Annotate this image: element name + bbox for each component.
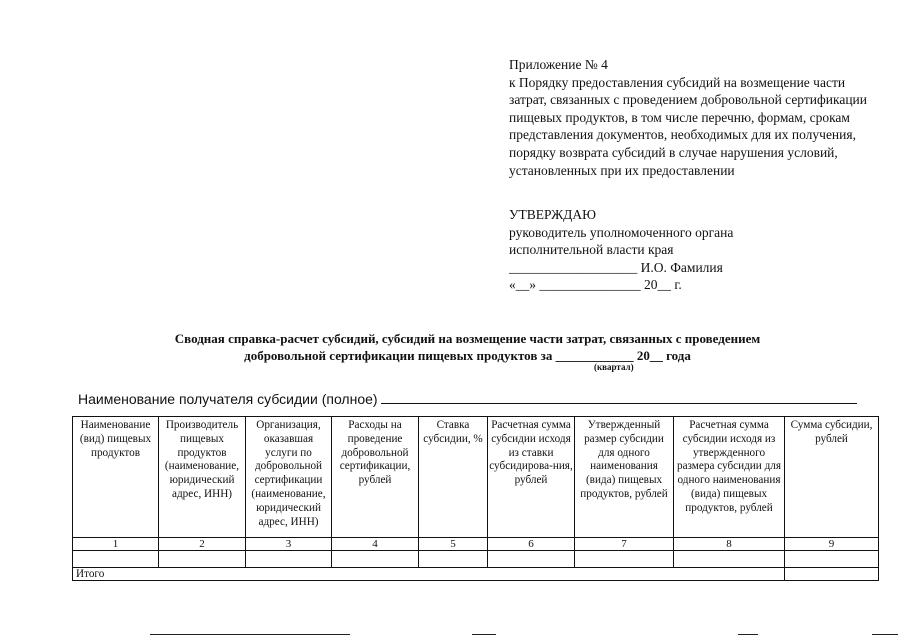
total-row [73, 568, 879, 581]
recipient-row [78, 391, 857, 407]
approval-block [509, 206, 881, 294]
column-number: 6 [488, 538, 575, 551]
recipient-label: Наименование получателя субсидии (полное) [78, 391, 378, 407]
table-cell [332, 551, 419, 568]
table-cell [575, 551, 674, 568]
table-cell [674, 551, 785, 568]
approval-line-2: исполнительной власти края [509, 242, 674, 258]
column-number: 2 [159, 538, 246, 551]
table-cell [73, 551, 159, 568]
header-cell: Расчетная сумма субсидии исходя из ставки субсидирова-ния, рублей [488, 417, 575, 538]
header-cell: Утвержденный размер субсидии для одного наименования (вида) пищевых продуктов, рублей [575, 417, 674, 538]
footer-rule [472, 634, 496, 635]
header-cell: Организация, оказавшая услуги по добровольной сертификации (наименование, юридический адрес, ИНН) [246, 417, 332, 538]
column-number: 4 [332, 538, 419, 551]
total-label: Итого [73, 568, 785, 581]
footer-rule [738, 634, 758, 635]
appendix-block [509, 56, 881, 179]
column-number: 9 [785, 538, 879, 551]
column-number: 8 [674, 538, 785, 551]
header-cell: Наименование (вид) пищевых продуктов [73, 417, 159, 538]
column-number: 7 [575, 538, 674, 551]
signature-line: ___________________ И.О. Фамилия [509, 259, 723, 275]
table-cell [159, 551, 246, 568]
period-note: (квартал) [594, 362, 634, 372]
approval-heading: УТВЕРЖДАЮ [509, 207, 597, 222]
header-cell: Расчетная сумма субсидии исходя из утвержденного размера субсидии для одного наименования (вида) пищевых продуктов, рублей [674, 417, 785, 538]
date-line: «__» _______________ 20__ г. [509, 277, 682, 293]
footer-rule [150, 634, 350, 635]
approval-line-1: руководитель уполномоченного органа [509, 224, 734, 240]
column-number: 5 [419, 538, 488, 551]
column-number-row [73, 538, 879, 551]
appendix-title: Приложение № 4 [509, 57, 608, 72]
table-header-row [73, 417, 879, 538]
appendix-text: к Порядку предоставления субсидий на возмещение части затрат, связанных с проведением добровольной сертификации пищевых продуктов, в том числе перечню, формам, срокам представления документов, необходимых для их получения, порядку возврата субсидий в случае нарушения условий, установленных при их предоставлении [509, 74, 868, 178]
footer-rule [872, 634, 898, 635]
header-cell: Сумма субсидии, рублей [785, 417, 879, 538]
document-title [70, 330, 865, 364]
subsidy-table [72, 416, 879, 581]
header-cell: Ставка субсидии, % [419, 417, 488, 538]
document-title-line-1: Сводная справка-расчет субсидий, субсидий на возмещение части затрат, связанных с проведением [174, 331, 761, 346]
total-value [785, 568, 879, 581]
table-cell [785, 551, 879, 568]
recipient-fill-line [381, 392, 857, 404]
header-cell: Расходы на проведение добровольной сертификации, рублей [332, 417, 419, 538]
column-number: 3 [246, 538, 332, 551]
table-cell [246, 551, 332, 568]
header-cell: Производитель пищевых продуктов (наименование, юридический адрес, ИНН) [159, 417, 246, 538]
table-cell [488, 551, 575, 568]
column-number: 1 [73, 538, 159, 551]
table-cell [419, 551, 488, 568]
table-row [73, 551, 879, 568]
document-title-line-2: добровольной сертификации пищевых продуктов за ____________ 20__ года [244, 348, 691, 363]
